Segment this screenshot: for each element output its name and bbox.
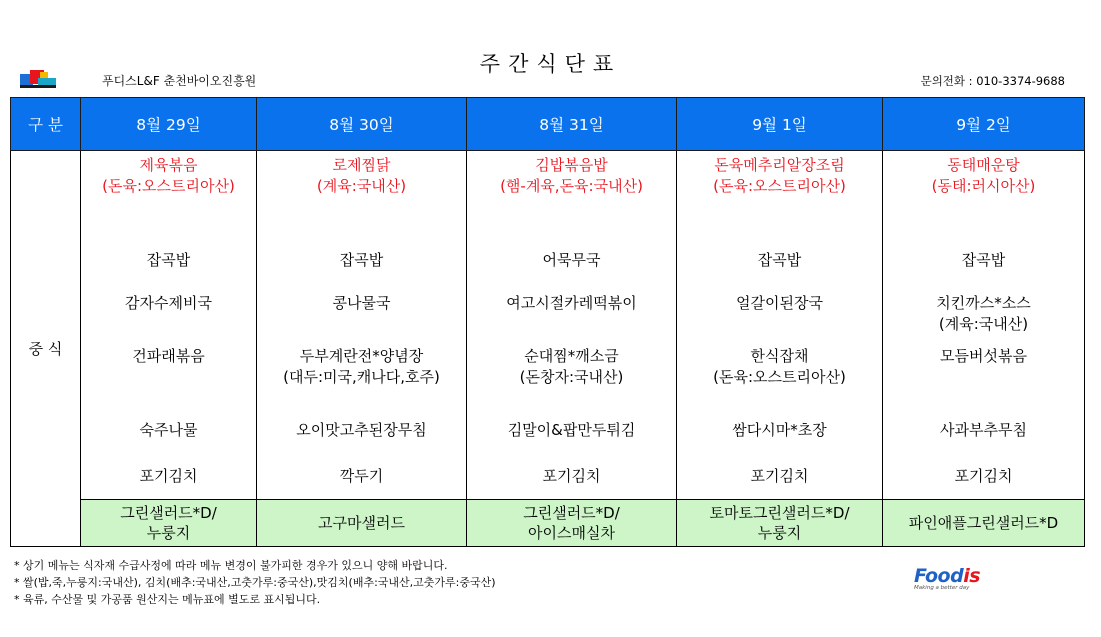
menu-item: 순대찜*깨소금 (돈창자:국내산) (467, 346, 676, 388)
day-menu-cell (467, 151, 677, 500)
extra-menu-cell: 토마토그린샐러드*D/ 누룽지 (677, 500, 883, 547)
main-dish: 돈육메추리알장조림 (돈육:오스트리아산) (713, 156, 846, 195)
main-dish: 동태매운탕 (동태:러시아산) (931, 156, 1036, 195)
menu-item: 잡곡밥 (757, 251, 802, 269)
origin-note: (계육:국내산) (938, 315, 1029, 333)
header-label: 구 분 (11, 98, 81, 151)
menu-item: 숙주나물 (139, 421, 198, 439)
day-menu-cell (257, 151, 467, 500)
date-header: 9월 1일 (677, 98, 883, 151)
menu-item: 포기김치 (542, 467, 601, 485)
menu-item: 감자수제비국 (125, 294, 212, 312)
date-header: 8월 30일 (257, 98, 467, 151)
menu-item: 깍두기 (339, 467, 384, 485)
menu-item: 두부계란전*양념장 (대두:미국,캐나다,호주) (257, 346, 466, 388)
menu-item: 잡곡밥 (961, 251, 1006, 269)
extra-menu-cell: 그린샐러드*D/ 누룽지 (81, 500, 257, 547)
origin-note: (돈육:오스트리아산) (713, 368, 846, 386)
company-logo-icon (18, 66, 58, 90)
header-row (11, 98, 1085, 151)
menu-item: 한식잡채 (돈육:오스트리아산) (677, 346, 882, 388)
main-dish: 로제찜닭 (계육:국내산) (316, 156, 407, 195)
extra-menu-cell: 그린샐러드*D/ 아이스매실차 (467, 500, 677, 547)
menu-item: 모듬버섯볶음 (940, 347, 1027, 365)
menu-item: 여고시절카레떡볶이 (506, 294, 637, 312)
organization-name: 푸디스L&F 춘천바이오진흥원 (102, 74, 257, 88)
menu-item: 잡곡밥 (146, 251, 191, 269)
menu-item: 콩나물국 (332, 294, 391, 312)
page-title: 주간식단표 (479, 52, 622, 76)
menu-item: 포기김치 (954, 467, 1013, 485)
menu-item: 쌈다시마*초장 (732, 421, 827, 439)
menu-item: 잡곡밥 (339, 251, 384, 269)
brand-name: Foodis (914, 565, 981, 587)
contact-phone: 문의전화 : 010-3374-9688 (920, 74, 1065, 88)
main-dish: 제육볶음 (돈육:오스트리아산) (102, 156, 235, 195)
date-header: 8월 29일 (81, 98, 257, 151)
day-menu-cell (81, 151, 257, 500)
main-dish: 김밥볶음밥 (햄-계육,돈육:국내산) (500, 156, 643, 195)
row-label-lunch: 중 식 (11, 151, 81, 547)
brand-logo (914, 565, 980, 591)
menu-item: 김말이&팝만두튀김 (507, 421, 636, 439)
menu-item: 포기김치 (139, 467, 198, 485)
footnote: * 상기 메뉴는 식자재 수급사정에 따라 메뉴 변경이 불가피한 경우가 있으니 양해 바랍니다. (14, 559, 448, 572)
weekly-menu-table (10, 97, 1085, 547)
origin-note: (대두:미국,캐나다,호주) (283, 368, 440, 386)
footnotes (14, 557, 496, 608)
menu-item: 건파래볶음 (132, 347, 205, 365)
origin-note: (돈창자:국내산) (519, 368, 624, 386)
menu-item: 얼갈이된장국 (736, 294, 823, 312)
menu-item: 사과부추무침 (940, 421, 1027, 439)
footnote: * 육류, 수산물 및 가공품 원산지는 메뉴표에 별도로 표시됩니다. (14, 593, 321, 606)
menu-item: 어묵무국 (542, 251, 601, 269)
date-header: 8월 31일 (467, 98, 677, 151)
lunch-menu-row (11, 151, 1085, 500)
menu-item: 치킨까스*소스 (계육:국내산) (883, 293, 1084, 335)
brand-tagline: Making a better day (914, 585, 970, 591)
day-menu-cell (883, 151, 1085, 500)
extra-menu-row (11, 500, 1085, 547)
extra-menu-cell: 고구마샐러드 (257, 500, 467, 547)
day-menu-cell (677, 151, 883, 500)
menu-item: 오이맛고추된장무침 (296, 421, 427, 439)
footnote: * 쌀(밥,죽,누룽지:국내산), 김치(배추:국내산,고춧가루:중국산),맛김치(배추:국내산,고춧가루:중국산) (14, 576, 496, 589)
date-header: 9월 2일 (883, 98, 1085, 151)
menu-item: 포기김치 (750, 467, 809, 485)
extra-menu-cell: 파인애플그린샐러드*D (883, 500, 1085, 547)
